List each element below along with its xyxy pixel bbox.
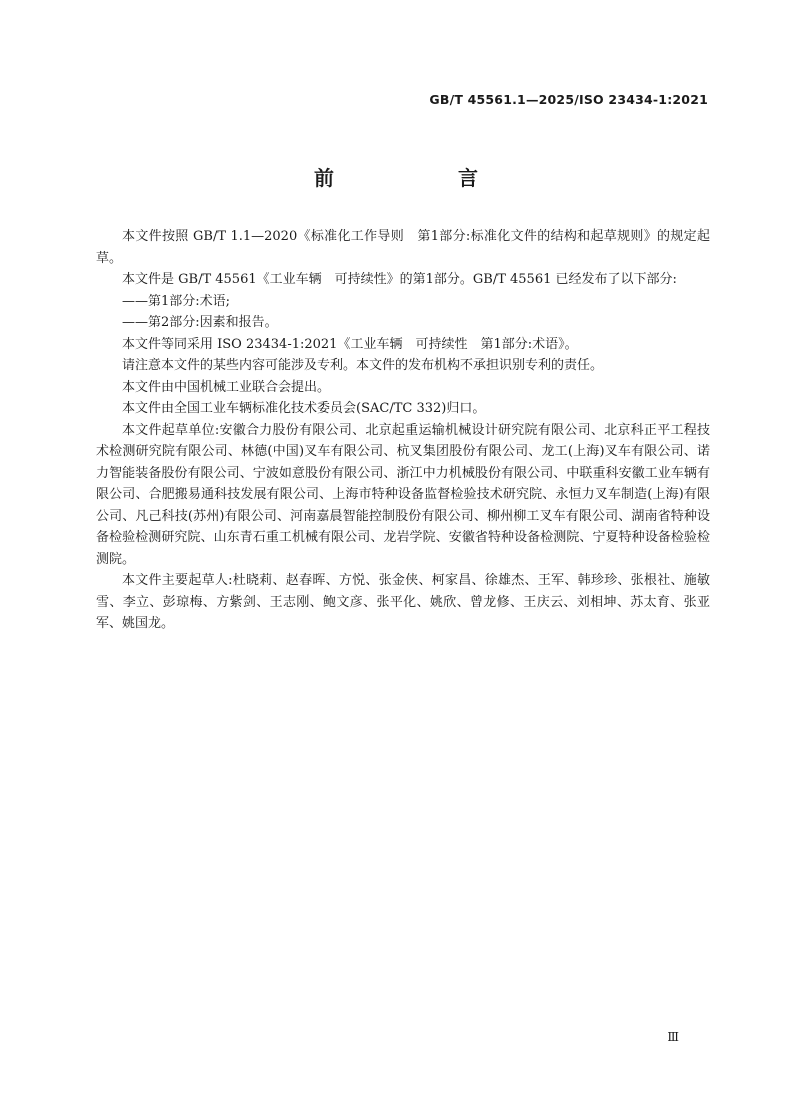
- list-item-part-2: ——第2部分:因素和报告。: [122, 315, 278, 330]
- preface-body: [96, 226, 710, 635]
- paragraph-patent-notice: 请注意本文件的某些内容可能涉及专利。本文件的发布机构不承担识别专利的责任。: [122, 358, 604, 373]
- page-number: Ⅲ: [667, 1030, 679, 1044]
- page-title: 前 言: [314, 166, 506, 190]
- paragraph-proposed-by: 本文件由中国机械工业联合会提出。: [122, 379, 331, 395]
- paragraph-adoption: 本文件等同采用 ISO 23434-1:2021《工业车辆 可持续性 第1部分:术语》。: [122, 336, 578, 352]
- standard-code: GB/T 45561.1—2025/ISO 23434-1:2021: [429, 92, 708, 107]
- paragraph-drafters: 本文件主要起草人:杜晓莉、赵春晖、方悦、张金侠、柯家昌、徐雄杰、王军、韩珍珍、张根社、施敏雪、李立、彭琼梅、方紫剑、王志刚、鲍文彦、张平化、姚欣、曾龙修、王庆云、刘相坤、苏太育、张亚军、姚国龙。: [96, 573, 710, 631]
- paragraph-series-intro: 本文件是 GB/T 45561《工业车辆 可持续性》的第1部分。GB/T 45561 已经发布了以下部分:: [122, 272, 677, 287]
- paragraph-drafting-rules: 本文件按照 GB/T 1.1—2020《标准化工作导则 第1部分:标准化文件的结构和起草规则》的规定起草。: [96, 229, 710, 266]
- paragraph-administered-by: 本文件由全国工业车辆标准化技术委员会(SAC/TC 332)归口。: [122, 401, 486, 416]
- list-item-part-1: ——第1部分:术语;: [122, 293, 231, 309]
- paragraph-drafting-units: 本文件起草单位:安徽合力股份有限公司、北京起重运输机械设计研究院有限公司、北京科正平工程技术检测研究院有限公司、林德(中国)叉车有限公司、杭叉集团股份有限公司、龙工(上海)叉车有限公司、诺力智能装备股份有限公司、宁波如意股份有限公司、浙江中力机械股份有限公司、中联重科安徽工业车辆有限公司、合肥搬易通科技发展有限公司、上海市特种设备监督检验技术研究院、永恒力叉车制造(上海)有限公司、凡己科技(苏州)有限公司、河南嘉晨智能控制股份有限公司、柳州柳工叉车有限公司、湖南省特种设备检验检测研究院、山东青石重工机械有限公司、龙岩学院、安徽省特种设备检测院、宁夏特种设备检验检测院。: [96, 422, 710, 567]
